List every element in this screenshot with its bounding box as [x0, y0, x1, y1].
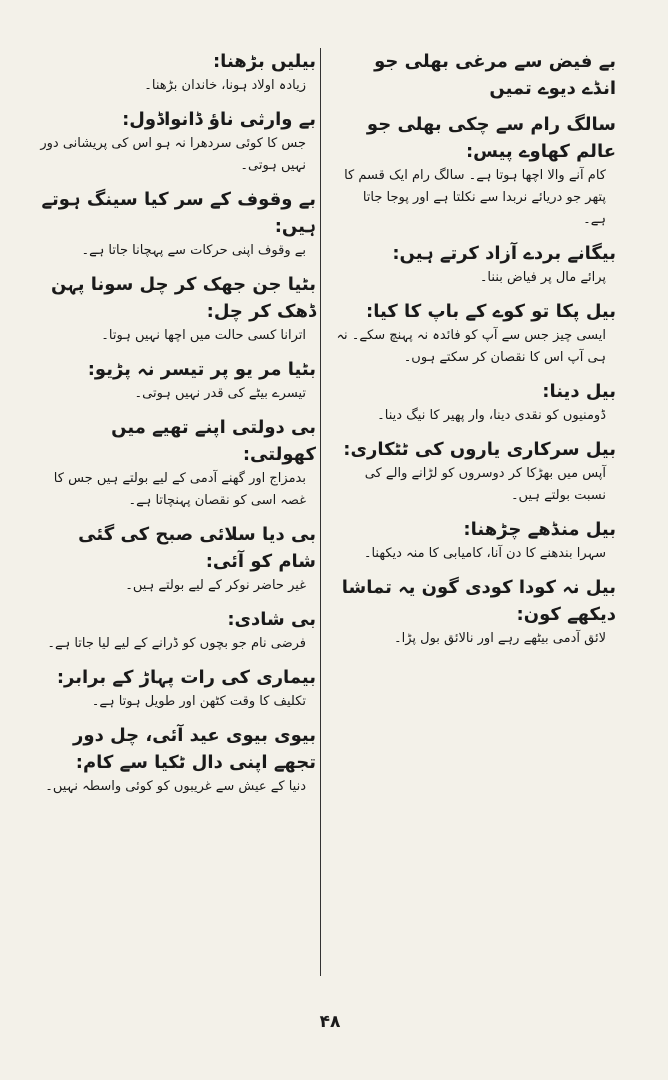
idiom-headword: بے وقوف کے سر کیا سینگ ہوتے ہیں:	[41, 189, 316, 237]
idiom-meaning: لائق آدمی بیٹھے رہے اور نالائق بول پڑا۔	[393, 631, 606, 646]
idiom-entry	[336, 378, 616, 427]
idiom-headword: بٹیا جن جھک کر چل سونا پہن ڈھک کر چل:	[51, 274, 316, 322]
idiom-entry	[336, 574, 616, 650]
idiom-headword: بیل سرکاری یاروں کی ٹٹکاری:	[343, 439, 616, 460]
left-column	[36, 48, 316, 988]
idiom-meaning: بے وقوف اپنی حرکات سے پہچانا جاتا ہے۔	[81, 243, 306, 258]
idiom-entry	[336, 111, 616, 231]
idiom-entry	[36, 48, 316, 97]
idiom-headword: بیل نہ کودا کودی گون یہ تماشا دیکھے کون:	[341, 577, 616, 625]
idiom-entry	[36, 356, 316, 405]
idiom-entry	[336, 436, 616, 507]
idiom-meaning: دنیا کے عیش سے غریبوں کو کوئی واسطہ نہیں۔	[45, 779, 306, 794]
idiom-headword: بیگانے بردے آزاد کرتے ہیں:	[392, 243, 616, 264]
idiom-entry	[336, 298, 616, 369]
idiom-entry	[36, 106, 316, 177]
idiom-meaning: پرائے مال پر فیاض بننا۔	[479, 270, 606, 285]
idiom-headword: بے فیض سے مرغی بھلی جو انڈے دیوے تمیں	[374, 51, 616, 99]
idiom-entry	[336, 48, 616, 102]
right-column	[336, 48, 616, 988]
idiom-entry	[36, 414, 316, 512]
idiom-entry	[336, 240, 616, 289]
idiom-headword: بیوی بیوی عید آئی، چل دور تجھے اپنی دال ٹکیا سے کام:	[73, 725, 316, 773]
idiom-headword: بے وارثی ناؤ ڈانواڈول:	[122, 109, 316, 130]
idiom-meaning: ایسی چیز جس سے آپ کو فائدہ نہ پہنچ سکے۔ نہ ہی آپ اس کا نقصان کر سکتے ہوں۔	[336, 328, 606, 365]
column-divider	[320, 48, 321, 976]
idiom-headword: سالگ رام سے چکی بھلی جو عالم کھاوے پیس:	[366, 114, 616, 162]
idiom-headword: بیل منڈھے چڑھنا:	[463, 519, 616, 540]
idiom-headword: بیماری کی رات پہاڑ کے برابر:	[56, 667, 316, 688]
idiom-entry	[36, 186, 316, 262]
idiom-headword: بیل دینا:	[542, 381, 616, 402]
idiom-headword: بی دیا سلائی صبح کی گئی شام کو آئی:	[78, 524, 316, 572]
idiom-meaning: تیسرے بیٹے کی قدر نہیں ہوتی۔	[134, 386, 306, 401]
idiom-entry	[36, 722, 316, 798]
idiom-meaning: ڈومنیوں کو نقدی دینا، وار پھیر کا نیگ دینا۔	[377, 408, 606, 423]
idiom-entry	[36, 664, 316, 713]
idiom-entry	[36, 271, 316, 347]
page-number: ۴۸	[319, 1012, 341, 1032]
idiom-meaning: سہرا بندھنے کا دن آنا، کامیابی کا منہ دیکھنا۔	[363, 546, 606, 561]
idiom-meaning: اترانا کسی حالت میں اچھا نہیں ہوتا۔	[101, 328, 306, 343]
idiom-headword: بی دولتی اپنے تھیے میں کھولتی:	[111, 417, 316, 465]
idiom-headword: بٹیا مر یو پر تیسر نہ پڑیو:	[87, 359, 316, 380]
idiom-meaning: فرضی نام جو بچوں کو ڈرانے کے لیے لیا جاتا ہے۔	[47, 636, 306, 651]
idiom-meaning: تکلیف کا وقت کٹھن اور طویل ہوتا ہے۔	[91, 694, 306, 709]
idiom-headword: بیلیں بڑھنا:	[212, 51, 316, 72]
idiom-meaning: جس کا کوئی سردھرا نہ ہو اس کی پریشانی دور نہیں ہوتی۔	[40, 136, 306, 173]
idiom-entry	[336, 516, 616, 565]
idiom-entry	[36, 606, 316, 655]
idiom-meaning: بدمزاج اور گھنے آدمی کے لیے بولتے ہیں جس کا غصہ اسی کو نقصان پہنچاتا ہے۔	[53, 471, 306, 508]
idiom-entry	[36, 521, 316, 597]
idiom-headword: بیل پکا تو کوے کے باپ کا کیا:	[366, 301, 616, 322]
idiom-meaning: کام آنے والا اچھا ہوتا ہے۔ سالگ رام ایک قسم کا پتھر جو دریائے نربدا سے نکلتا ہے اور پوجا جاتا ہے۔	[344, 168, 606, 227]
idiom-meaning: غیر حاضر نوکر کے لیے بولتے ہیں۔	[125, 578, 306, 593]
idiom-meaning: زیادہ اولاد ہونا، خاندان بڑھنا۔	[144, 78, 306, 93]
idiom-headword: بی شادی:	[227, 609, 316, 630]
idiom-meaning: آپس میں بھڑکا کر دوسروں کو لڑانے والے کی نسبت بولتے ہیں۔	[364, 466, 606, 503]
